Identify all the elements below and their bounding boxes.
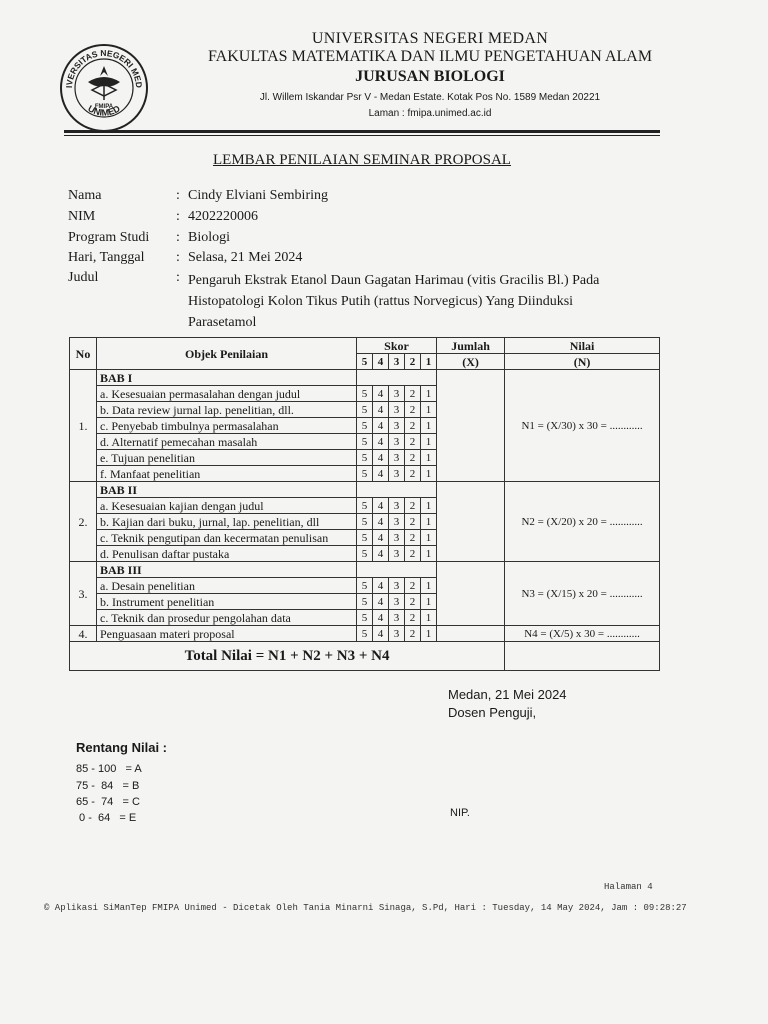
score-blank [357, 370, 437, 386]
address-line: Jl. Willem Iskandar Psr V - Medan Estate. Kotak Pos No. 1589 Medan 20221 [259, 92, 601, 103]
colon: : [176, 209, 180, 224]
score-option: 3 [389, 402, 405, 418]
score-option: 3 [389, 418, 405, 434]
nama-value: Cindy Elviani Sembiring [188, 188, 328, 203]
hari-value: Selasa, 21 Mei 2024 [188, 250, 303, 265]
criteria-item: d. Alternatif pemecahan masalah [97, 434, 357, 450]
jumlah-cell [437, 370, 505, 482]
score-option: 1 [421, 594, 437, 610]
header-nilai-sub: (N) [505, 354, 660, 370]
score-option: 4 [373, 450, 389, 466]
jumlah-cell [437, 482, 505, 562]
total-formula: Total Nilai = N1 + N2 + N3 + N4 [70, 642, 505, 671]
score-option: 3 [389, 450, 405, 466]
chapter-title: BAB II [97, 482, 357, 498]
row-number: 1. [70, 370, 97, 482]
score-option: 2 [405, 498, 421, 514]
header-rule-thick [64, 130, 660, 133]
score-blank [357, 482, 437, 498]
criteria-item: c. Teknik dan prosedur pengolahan data [97, 610, 357, 626]
row-number: 2. [70, 482, 97, 562]
score-option: 1 [421, 498, 437, 514]
logo-bottom-text: UNIMED [86, 103, 122, 118]
score-option: 3 [389, 546, 405, 562]
criteria-item: f. Manfaat penelitian [97, 466, 357, 482]
criteria-item: b. Instrument penelitian [97, 594, 357, 610]
nilai-formula: N1 = (X/30) x 30 = ............ [505, 370, 660, 482]
score-option: 4 [373, 498, 389, 514]
range-item: 0 - 64 = E [76, 812, 137, 824]
score-option: 2 [405, 402, 421, 418]
score-option: 5 [357, 418, 373, 434]
criteria-item: c. Teknik pengutipan dan kecermatan penulisan [97, 530, 357, 546]
header-skor: Skor [357, 338, 437, 354]
score-option: 1 [421, 514, 437, 530]
score-option: 5 [357, 498, 373, 514]
score-blank [357, 562, 437, 578]
score-option: 3 [389, 434, 405, 450]
score-option: 3 [389, 466, 405, 482]
score-option: 3 [389, 610, 405, 626]
jumlah-cell [437, 626, 505, 642]
criteria-item: a. Kesesuaian permasalahan dengan judul [97, 386, 357, 402]
colon: : [176, 250, 180, 265]
score-option: 5 [357, 594, 373, 610]
criteria-item: b. Kajian dari buku, jurnal, lap. penelitian, dll [97, 514, 357, 530]
score-header: 4 [373, 354, 389, 370]
ranges-title: Rentang Nilai : [76, 740, 168, 755]
header-rule-thin [64, 135, 660, 136]
score-option: 2 [405, 610, 421, 626]
header-jumlah: Jumlah [437, 338, 505, 354]
total-cell [505, 642, 660, 671]
nilai-formula: N4 = (X/5) x 30 = ............ [505, 626, 660, 642]
hari-label: Hari, Tanggal [68, 250, 145, 265]
score-option: 4 [373, 402, 389, 418]
range-item: 75 - 84 = B [76, 780, 140, 792]
logo-inner-text: FMIPA [94, 104, 114, 110]
department-name: JURUSAN BIOLOGI [355, 68, 505, 85]
row-number: 3. [70, 562, 97, 626]
criteria-item: b. Data review jurnal lap. penelitian, dll. [97, 402, 357, 418]
score-option: 5 [357, 450, 373, 466]
score-option: 4 [373, 610, 389, 626]
score-option: 4 [373, 530, 389, 546]
nama-label: Nama [68, 188, 102, 203]
score-option: 5 [357, 610, 373, 626]
criteria-item: a. Desain penelitian [97, 578, 357, 594]
criteria-item: c. Penyebab timbulnya permasalahan [97, 418, 357, 434]
assessment-table [69, 337, 660, 671]
header-objek: Objek Penilaian [97, 338, 357, 370]
nim-value: 4202220006 [188, 209, 258, 224]
nip-label: NIP. [450, 807, 470, 819]
row-number: 4. [70, 626, 97, 642]
score-option: 1 [421, 386, 437, 402]
examiner-role: Dosen Penguji, [448, 705, 537, 720]
score-header: 3 [389, 354, 405, 370]
print-footer: © Aplikasi SiManTep FMIPA Unimed - Dicetak Oleh Tania Minarni Sinaga, S.Pd, Hari : Tuesday, 14 May 2024, Jam : 09:28:27 [44, 903, 687, 913]
prodi-label: Program Studi [68, 230, 150, 245]
criteria-item: Penguasaan materi proposal [97, 626, 357, 642]
score-option: 2 [405, 386, 421, 402]
score-option: 4 [373, 594, 389, 610]
score-option: 1 [421, 466, 437, 482]
score-option: 3 [389, 386, 405, 402]
score-option: 1 [421, 450, 437, 466]
header-nilai: Nilai [505, 338, 660, 354]
score-option: 5 [357, 546, 373, 562]
score-option: 5 [357, 434, 373, 450]
score-option: 4 [373, 418, 389, 434]
score-option: 5 [357, 386, 373, 402]
header-jumlah-sub: (X) [437, 354, 505, 370]
place-date: Medan, 21 Mei 2024 [448, 687, 567, 702]
nilai-formula: N2 = (X/20) x 20 = ............ [505, 482, 660, 562]
score-option: 2 [405, 450, 421, 466]
score-option: 5 [357, 626, 373, 642]
score-option: 3 [389, 594, 405, 610]
page-number: Halaman 4 [604, 882, 653, 892]
score-option: 5 [357, 466, 373, 482]
score-option: 1 [421, 530, 437, 546]
score-header: 5 [357, 354, 373, 370]
score-option: 2 [405, 626, 421, 642]
score-option: 4 [373, 626, 389, 642]
score-option: 1 [421, 434, 437, 450]
criteria-item: a. Kesesuaian kajian dengan judul [97, 498, 357, 514]
university-name: UNIVERSITAS NEGERI MEDAN [311, 30, 549, 47]
score-option: 4 [373, 434, 389, 450]
jumlah-cell [437, 562, 505, 626]
score-option: 3 [389, 514, 405, 530]
nilai-formula: N3 = (X/15) x 20 = ............ [505, 562, 660, 626]
score-option: 4 [373, 386, 389, 402]
score-option: 2 [405, 418, 421, 434]
score-option: 1 [421, 418, 437, 434]
score-header: 1 [421, 354, 437, 370]
document-title: LEMBAR PENILAIAN SEMINAR PROPOSAL [213, 152, 511, 168]
faculty-name: FAKULTAS MATEMATIKA DAN ILMU PENGETAHUAN ALAM [207, 48, 653, 65]
score-option: 2 [405, 434, 421, 450]
score-option: 2 [405, 514, 421, 530]
score-option: 2 [405, 594, 421, 610]
logo-ring-text: IVERSITAS NEGERI MED [63, 47, 145, 89]
score-option: 1 [421, 546, 437, 562]
criteria-item: e. Tujuan penelitian [97, 450, 357, 466]
score-option: 1 [421, 626, 437, 642]
prodi-value: Biologi [188, 230, 231, 245]
nim-label: NIM [68, 209, 96, 224]
score-option: 5 [357, 578, 373, 594]
score-option: 1 [421, 610, 437, 626]
score-option: 2 [405, 530, 421, 546]
score-option: 1 [421, 402, 437, 418]
score-option: 3 [389, 498, 405, 514]
chapter-title: BAB I [97, 370, 357, 386]
chapter-title: BAB III [97, 562, 357, 578]
score-option: 4 [373, 578, 389, 594]
judul-label: Judul [68, 270, 99, 285]
colon: : [176, 270, 180, 285]
score-option: 5 [357, 514, 373, 530]
score-option: 3 [389, 530, 405, 546]
score-option: 4 [373, 466, 389, 482]
range-item: 65 - 74 = C [76, 796, 140, 808]
university-logo [58, 42, 150, 134]
colon: : [176, 188, 180, 203]
score-option: 3 [389, 626, 405, 642]
score-option: 5 [357, 402, 373, 418]
range-item: 85 - 100 = A [76, 763, 142, 775]
score-option: 2 [405, 578, 421, 594]
criteria-item: d. Penulisan daftar pustaka [97, 546, 357, 562]
score-option: 2 [405, 466, 421, 482]
colon: : [176, 230, 180, 245]
score-header: 2 [405, 354, 421, 370]
score-option: 4 [373, 546, 389, 562]
score-option: 5 [357, 530, 373, 546]
score-option: 4 [373, 514, 389, 530]
score-option: 1 [421, 578, 437, 594]
website-line: Laman : fmipa.unimed.ac.id [368, 108, 492, 119]
header-no: No [70, 338, 97, 370]
score-option: 3 [389, 578, 405, 594]
score-option: 2 [405, 546, 421, 562]
judul-value: Pengaruh Ekstrak Etanol Daun Gagatan Harimau (vitis Gracilis Bl.) Pada Histopatologi Kolon Tikus Putih (rattus Norvegicus) Yang Diinduksi Parasetamol [188, 273, 600, 330]
